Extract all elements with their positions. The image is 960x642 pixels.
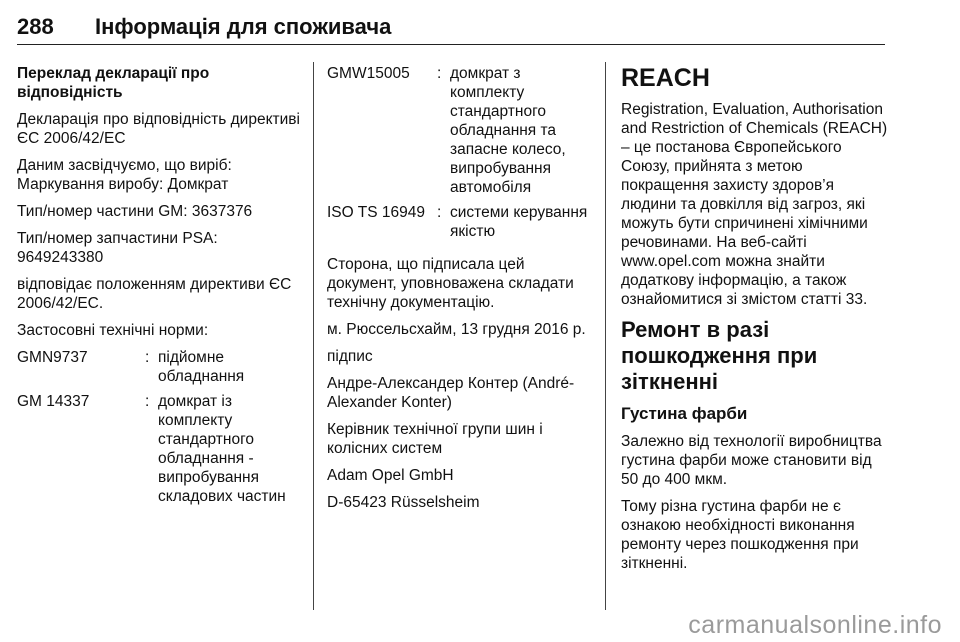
paragraph: Декларація про відповідність директиві ЄС 2006/42/ЕС xyxy=(17,111,300,147)
norm-row xyxy=(17,392,305,506)
page-number: 288 xyxy=(17,14,54,39)
colon: : xyxy=(437,65,442,82)
paragraph: D-65423 Rüsselsheim xyxy=(327,494,480,511)
paragraph: Adam Opel GmbH xyxy=(327,467,454,484)
norm-row xyxy=(327,203,595,241)
colon: : xyxy=(437,204,442,221)
paragraph: відповідає положенням директиви ЄС 2006/42/ЕС. xyxy=(17,276,292,312)
norm-code: GMW15005 xyxy=(327,65,410,82)
watermark: carmanualsonline.info xyxy=(688,611,942,639)
reach-heading: REACH xyxy=(621,64,710,92)
norm-row xyxy=(17,348,305,386)
column-3 xyxy=(621,64,889,581)
paragraph: Тому різна густина фарби не є ознакою необхідності виконання ремонту через пошкодження при зіткненні. xyxy=(621,498,859,572)
norm-code: GMN9737 xyxy=(17,349,88,366)
column-1 xyxy=(17,64,305,512)
norm-code: GM 14337 xyxy=(17,393,90,410)
norm-row xyxy=(327,64,595,197)
paragraph: підпис xyxy=(327,348,373,365)
colon: : xyxy=(145,393,150,410)
paragraph: Тип/номер запчастини PSA: 9649243380 xyxy=(17,230,218,266)
page-header xyxy=(17,8,885,45)
paragraph: Сторона, що підписала цей документ, уповноважена складати технічну документацію. xyxy=(327,256,574,311)
section-heading: Переклад декларації про відповідність xyxy=(17,65,210,101)
column-divider xyxy=(605,62,606,610)
paragraph: Даним засвідчуємо, що виріб: Маркування виробу: Домкрат xyxy=(17,157,232,193)
column-2 xyxy=(327,64,595,520)
paragraph: м. Рюссельсхайм, 13 грудня 2016 р. xyxy=(327,321,586,338)
paragraph: Тип/номер частини GM: 3637376 xyxy=(17,203,253,220)
column-divider xyxy=(313,62,314,610)
paragraph: Registration, Evaluation, Authorisation and Restriction of Chemicals (REACH) – це постанова Європейського Союзу, прийнята з метою покращення захисту здоров’я людини та довкілля від загроз, які можуть бути спричинені хімічними речовинами. На веб-сайті www.opel.com можна знайти додаткову інформацію, а також ознайомитися зі змістом статті 33. xyxy=(621,101,888,308)
paragraph: Залежно від технології виробництва густина фарби може становити від 50 до 400 мкм. xyxy=(621,433,882,488)
paragraph: Андре-Александер Контер (André-Alexander Konter) xyxy=(327,375,575,411)
norm-code: ISO TS 16949 xyxy=(327,204,425,221)
norm-description: домкрат із комплекту стандартного обладнання - випробування складових частин xyxy=(158,393,286,505)
page-title: Інформація для споживача xyxy=(95,14,392,39)
repair-heading: Ремонт в разі пошкодження при зіткненні xyxy=(621,317,818,394)
paragraph: Керівник технічної групи шин і колісних систем xyxy=(327,421,543,457)
colon: : xyxy=(145,349,150,366)
paragraph: Застосовні технічні норми: xyxy=(17,322,209,339)
paint-heading: Густина фарби xyxy=(621,404,748,423)
norm-description: підйомне обладнання xyxy=(158,349,245,385)
norm-description: домкрат з комплекту стандартного обладнання та запасне колесо, випробування автомобіля xyxy=(450,65,566,196)
norm-description: системи керування якістю xyxy=(450,204,588,240)
